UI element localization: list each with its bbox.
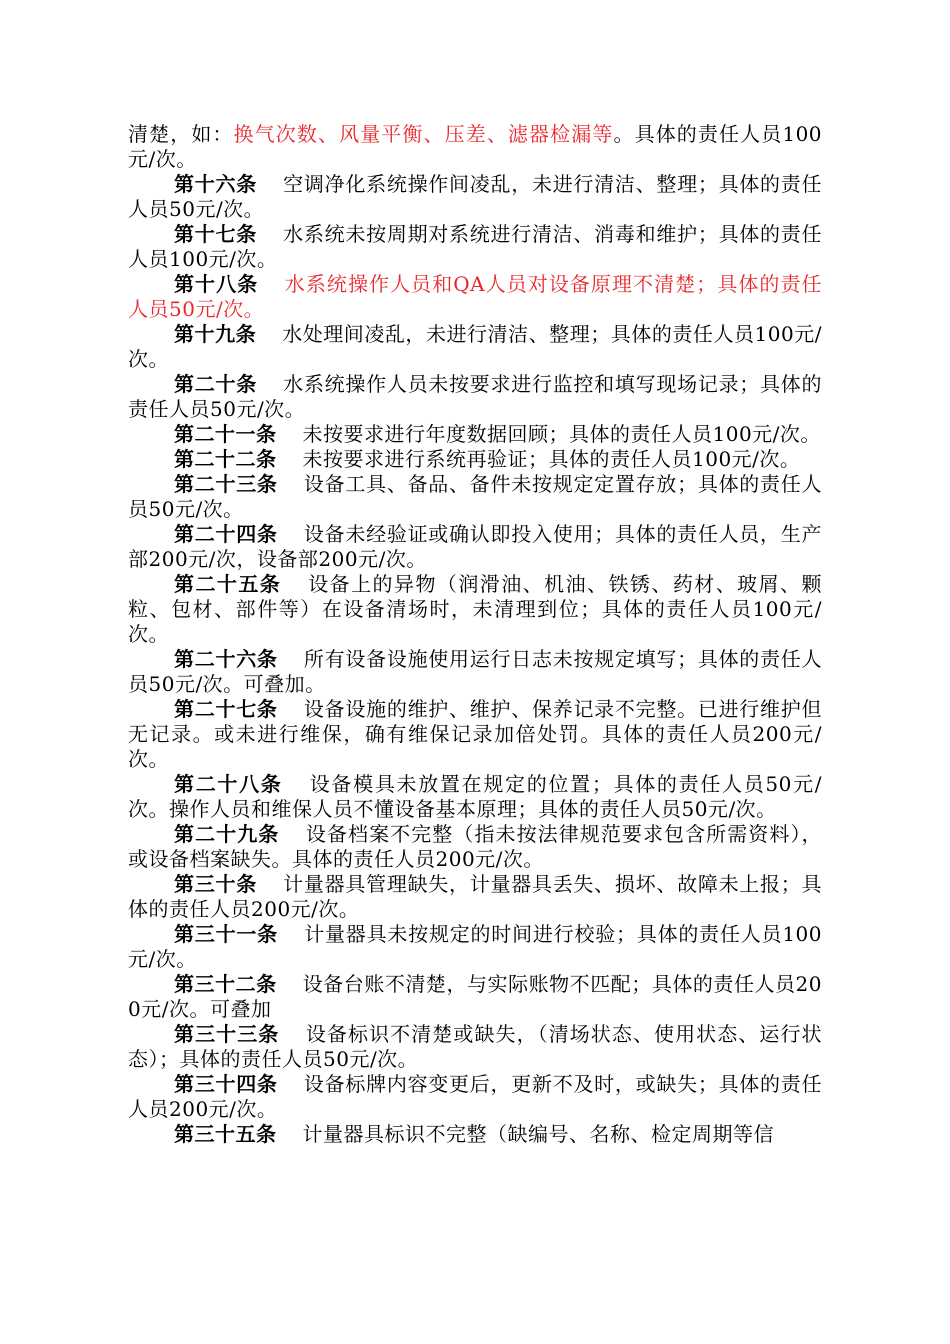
article-number: 第二十二条 — [174, 447, 277, 471]
article-number: 第二十三条 — [174, 472, 278, 496]
article-number: 第三十条 — [174, 872, 257, 896]
article-paragraph — [128, 922, 822, 972]
article-paragraph — [128, 222, 822, 272]
article-paragraph — [128, 872, 822, 922]
article-paragraph — [128, 322, 822, 372]
article-paragraph — [128, 422, 822, 447]
highlighted-text: 水系统操作人员和QA人员对设备原理不清楚；具体的责任人员50元/次。 — [128, 272, 823, 321]
article-text: 设备工具、备品、备件未按规定定置存放；具体的责任人员50元/次。 — [128, 472, 823, 521]
article-text: 清楚，如： — [128, 122, 234, 146]
article-number: 第十七条 — [174, 222, 257, 246]
article-text: 设备档案不完整（指未按法律规范要求包含所需资料），或设备档案缺失。具体的责任人员200元/次。 — [128, 822, 823, 871]
article-text: 设备模具未放置在规定的位置；具体的责任人员50元/次。操作人员和维保人员不懂设备基本原理；具体的责任人员50元/次。 — [128, 772, 823, 821]
article-paragraph — [128, 972, 822, 1022]
article-paragraph — [128, 572, 822, 647]
article-text: 设备设施的维护、维护、保养记录不完整。已进行维护但无记录。或未进行维保，确有维保记录加倍处罚。具体的责任人员200元/次。 — [128, 697, 823, 771]
article-text: 未按要求进行系统再验证；具体的责任人员100元/次。 — [302, 447, 801, 471]
article-number: 第二十四条 — [174, 522, 278, 546]
article-paragraph — [128, 272, 822, 322]
article-text: 设备台账不清楚，与实际账物不匹配；具体的责任人员200元/次。可叠加 — [128, 972, 823, 1021]
article-number: 第十九条 — [174, 322, 257, 346]
article-number: 第十八条 — [174, 272, 259, 296]
article-text: 设备标牌内容变更后，更新不及时，或缺失；具体的责任人员200元/次。 — [128, 1072, 823, 1121]
article-number: 第二十九条 — [174, 822, 280, 846]
article-number: 第三十二条 — [174, 972, 277, 996]
article-paragraph — [128, 522, 822, 572]
article-text: 所有设备设施使用运行日志未按规定填写；具体的责任人员50元/次。可叠加。 — [128, 647, 823, 696]
article-paragraph — [128, 1072, 822, 1122]
article-number: 第二十一条 — [174, 422, 277, 446]
article-text: 未按要求进行年度数据回顾；具体的责任人员100元/次。 — [302, 422, 821, 446]
article-paragraph — [128, 822, 822, 872]
article-text: 设备上的异物（润滑油、机油、铁锈、药材、玻屑、颗粒、包材、部件等）在设备清场时，未清理到位；具体的责任人员100元/次。 — [128, 572, 823, 646]
article-text: 设备未经验证或确认即投入使用；具体的责任人员，生产部200元/次，设备部200元/次。 — [128, 522, 823, 571]
article-text: 水处理间凌乱，未进行清洁、整理；具体的责任人员100元/次。 — [128, 322, 823, 371]
highlighted-text: 换气次数、风量平衡、压差、滤器检漏等 — [233, 122, 614, 146]
article-text: 空调净化系统操作间凌乱，未进行清洁、整理；具体的责任人员50元/次。 — [128, 172, 823, 221]
article-paragraph — [128, 1122, 822, 1147]
article-paragraph — [128, 372, 822, 422]
article-paragraph — [128, 122, 822, 172]
article-number: 第二十七条 — [174, 697, 278, 721]
article-number: 第三十三条 — [174, 1022, 280, 1046]
article-paragraph — [128, 772, 822, 822]
article-paragraph — [128, 172, 822, 222]
article-number: 第二十条 — [174, 372, 257, 396]
article-text: 计量器具管理缺失，计量器具丢失、损坏、故障未上报；具体的责任人员200元/次。 — [128, 872, 823, 921]
article-paragraph — [128, 472, 822, 522]
article-paragraph — [128, 447, 822, 472]
article-text: 水系统操作人员未按要求进行监控和填写现场记录；具体的责任人员50元/次。 — [128, 372, 823, 421]
article-number: 第三十一条 — [174, 922, 278, 946]
article-text: 设备标识不清楚或缺失，（清场状态、使用状态、运行状态）；具体的责任人员50元/次。 — [128, 1022, 823, 1071]
article-number: 第二十六条 — [174, 647, 278, 671]
article-text: 水系统未按周期对系统进行清洁、消毒和维护；具体的责任人员100元/次。 — [128, 222, 823, 271]
article-paragraph — [128, 1022, 822, 1072]
article-number: 第三十四条 — [174, 1072, 278, 1096]
article-text: 。具体的责任人员100元/次。 — [128, 122, 823, 171]
article-number: 第二十八条 — [174, 772, 283, 796]
article-text: 计量器具未按规定的时间进行校验；具体的责任人员100元/次。 — [128, 922, 822, 971]
article-number: 第二十五条 — [174, 572, 282, 596]
article-number: 第三十五条 — [174, 1122, 277, 1146]
article-paragraph — [128, 647, 822, 697]
document-page — [128, 122, 822, 1147]
article-paragraph — [128, 697, 822, 772]
article-number: 第十六条 — [174, 172, 257, 196]
article-text: 计量器具标识不完整（缺编号、名称、检定周期等信 — [302, 1122, 774, 1146]
